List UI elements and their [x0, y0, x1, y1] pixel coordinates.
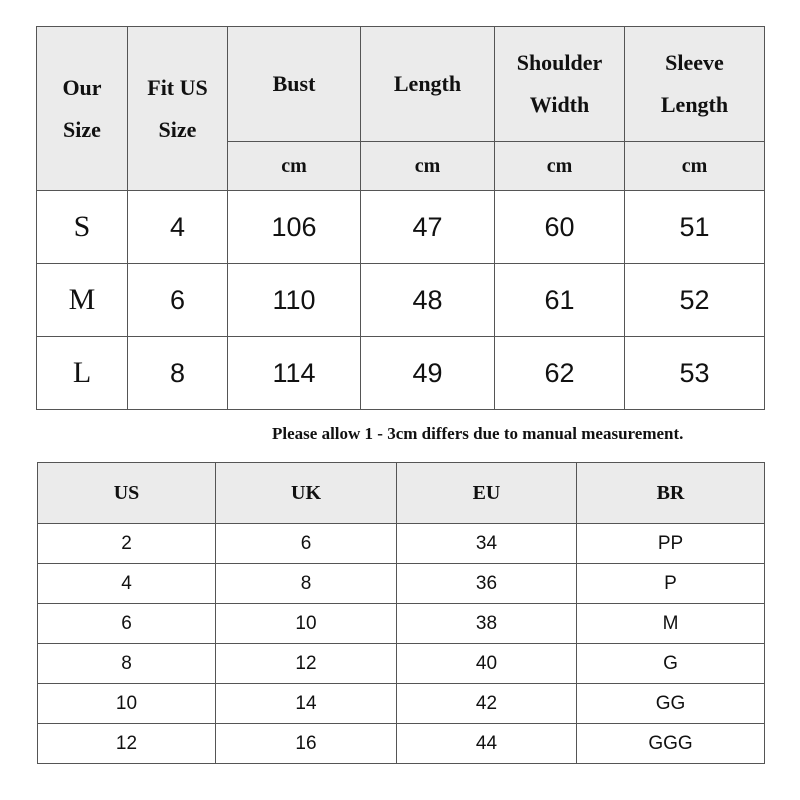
table-row: [38, 524, 765, 564]
header-our-size-line1: Our: [62, 74, 102, 100]
measurement-note: Please allow 1 - 3cm differs due to manual measurement.: [272, 424, 684, 443]
table-row: [37, 191, 765, 264]
header-bust: Bust: [228, 27, 361, 142]
header-shoulder-line1: Shoulder: [516, 50, 603, 75]
header-our-size-line2: Size: [63, 116, 101, 142]
br-cell: PP: [577, 524, 765, 564]
uk-cell: 6: [216, 524, 397, 564]
eu-cell: 34: [397, 524, 577, 564]
table-row: [38, 724, 765, 764]
table-row: [38, 644, 765, 684]
unit-shoulder: cm: [495, 142, 625, 191]
us-cell: 6: [38, 604, 216, 644]
shoulder-cell: 61: [495, 264, 625, 337]
size-conversion-table: [37, 462, 765, 764]
header-us: US: [38, 463, 216, 524]
our-size-cell: M: [37, 264, 128, 337]
us-size-cell: 6: [128, 264, 228, 337]
unit-bust: cm: [228, 142, 361, 191]
header-shoulder-width: [495, 27, 625, 142]
eu-cell: 36: [397, 564, 577, 604]
table-row: [37, 264, 765, 337]
unit-length: cm: [361, 142, 495, 191]
header-eu: EU: [397, 463, 577, 524]
our-size-cell: L: [37, 337, 128, 410]
bust-cell: 106: [228, 191, 361, 264]
sleeve-cell: 52: [625, 264, 765, 337]
uk-cell: 16: [216, 724, 397, 764]
bust-cell: 114: [228, 337, 361, 410]
header-sleeve-length: [625, 27, 765, 142]
eu-cell: 42: [397, 684, 577, 724]
br-cell: G: [577, 644, 765, 684]
unit-sleeve: cm: [625, 142, 765, 191]
eu-cell: 44: [397, 724, 577, 764]
sleeve-cell: 51: [625, 191, 765, 264]
br-cell: GGG: [577, 724, 765, 764]
uk-cell: 14: [216, 684, 397, 724]
uk-cell: 8: [216, 564, 397, 604]
bust-cell: 110: [228, 264, 361, 337]
us-cell: 10: [38, 684, 216, 724]
shoulder-cell: 60: [495, 191, 625, 264]
uk-cell: 10: [216, 604, 397, 644]
us-cell: 4: [38, 564, 216, 604]
br-cell: P: [577, 564, 765, 604]
us-cell: 12: [38, 724, 216, 764]
header-fit-us-line1: Fit US: [147, 74, 208, 100]
length-cell: 48: [361, 264, 495, 337]
br-cell: GG: [577, 684, 765, 724]
size-chart-table: [36, 26, 765, 410]
conversion-header-row: [38, 463, 765, 524]
header-our-size: [37, 27, 128, 191]
header-fit-us-size: [128, 27, 228, 191]
table-row: [37, 337, 765, 410]
us-cell: 2: [38, 524, 216, 564]
header-uk: UK: [216, 463, 397, 524]
table-row: [38, 684, 765, 724]
header-sleeve-line1: Sleeve: [665, 50, 724, 75]
sleeve-cell: 53: [625, 337, 765, 410]
shoulder-cell: 62: [495, 337, 625, 410]
table-row: [38, 604, 765, 644]
header-sleeve-line2: Length: [660, 92, 729, 117]
us-size-cell: 4: [128, 191, 228, 264]
our-size-cell: S: [37, 191, 128, 264]
length-cell: 47: [361, 191, 495, 264]
header-br: BR: [577, 463, 765, 524]
br-cell: M: [577, 604, 765, 644]
uk-cell: 12: [216, 644, 397, 684]
header-length: Length: [361, 27, 495, 142]
table-row: [38, 564, 765, 604]
header-shoulder-line2: Width: [529, 92, 590, 117]
header-fit-us-line2: Size: [158, 116, 197, 142]
eu-cell: 38: [397, 604, 577, 644]
us-cell: 8: [38, 644, 216, 684]
length-cell: 49: [361, 337, 495, 410]
us-size-cell: 8: [128, 337, 228, 410]
eu-cell: 40: [397, 644, 577, 684]
